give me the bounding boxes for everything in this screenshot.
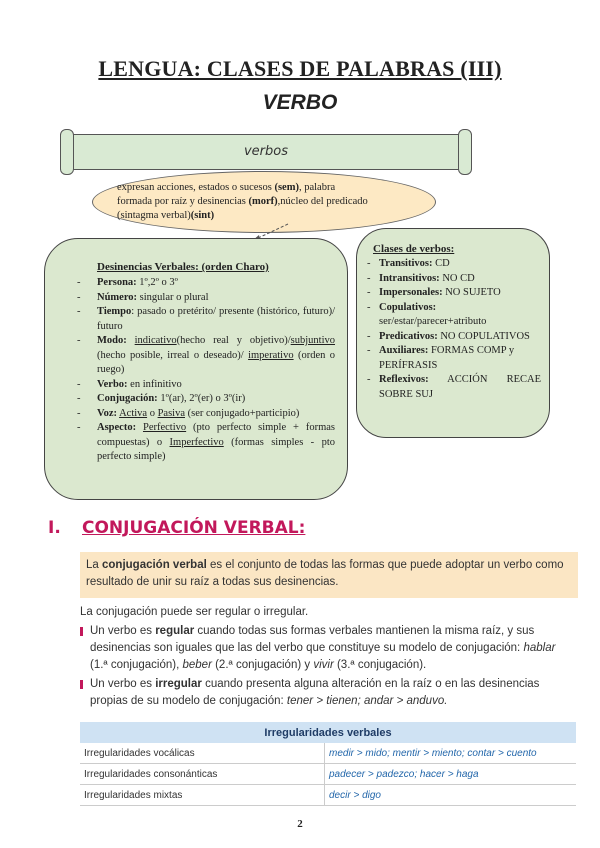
bullet-example: tener > tienen; andar > anduvo. [286,695,448,707]
item-key: Copulativos: [379,301,437,313]
table-cell-label: Irregularidades mixtas [80,785,325,806]
list-item: - Impersonales: NO SUJETO [367,287,501,298]
oval-text-part: formada por raíz y desinencias [117,196,249,207]
list-item: - Voz: Activa o Pasiva (ser conjugado+participio) [77,407,300,419]
bullet-term: regular [155,625,195,637]
definition-text [86,557,572,591]
item-value: o [147,407,158,419]
item-term: Activa [119,407,148,419]
item-value: : pasado o pretérito/ presente (histórico, futuro)/ futuro [97,306,335,332]
item-value: FORMAS COMP y PERÍFRASIS [379,345,515,371]
item-value: 1º(ar), 2º(er) o 3º(ir) [157,393,246,404]
oval-text-bold: (sint) [190,210,215,221]
bullet-regular [80,623,576,674]
item-term: indicativo [134,335,177,346]
list-item: - Reflexivos: ACCIÓN RECAE SOBRE SUJ [367,374,541,400]
list-item: - Copulativos: ser/estar/parecer+atributo [367,301,487,327]
list-item: - Auxiliares: FORMAS COMP y PERÍFRASIS [367,345,515,371]
bullet-part: (2.ª conjugación) y [211,659,314,671]
item-key: Auxiliares: [379,345,429,356]
list-item: - Número: singular o plural [77,291,209,303]
list-item: - Aspecto: Perfectivo (pto perfecto simple + formas compuestas) o Imperfectivo (formas simples - pto perfecto simple) [77,422,336,462]
item-value: NO SUJETO [442,287,501,298]
item-value: NO COPULATIVOS [437,330,530,342]
item-key: Persona: [97,277,137,288]
table-row [80,785,576,806]
bullet-part: cuando presenta alguna alteración en la raíz o en las desinencias propias de su modelo de conjugación: [90,678,540,707]
item-value: (hecho posible, irreal o deseado)/ [97,349,249,361]
item-key: Reflexivos: [379,374,429,385]
item-key: Voz: [97,407,118,419]
item-value: CD [432,258,450,269]
list-item: - Predicativos: NO COPULATIVOS [367,330,530,342]
bullet-example: beber [182,659,212,671]
oval-text-part: ,núcleo del predicado [277,196,368,207]
clases-heading: Clases de verbos: [373,243,455,255]
bullet-part: Un verbo es [90,678,156,690]
desinencias-box [44,238,348,500]
item-key: Aspecto: [97,422,137,433]
item-key: Intransitivos: [379,272,440,284]
definition-part: La [86,559,102,571]
definition-box [80,552,578,598]
section-number: I. [48,518,61,538]
item-value: (hecho real y objetivo)/ [176,335,291,346]
desinencias-heading: Desinencias Verbales: (orden Charo) [97,261,269,273]
oval-text [117,181,417,223]
table-cell-examples: medir > mido; mentir > miento; contar > cuento [325,743,577,764]
scroll-label: verbos [243,144,288,159]
item-value: ser/estar/parecer+atributo [379,316,487,327]
definition-part: es el conjunto de todas las formas que puede adoptar un verbo como resultado de unir su raíz a todas sus desinencias. [86,559,564,588]
clases-de-verbos-box [356,228,550,438]
verbos-scroll-banner [66,134,466,170]
section-heading [48,518,305,538]
oval-text-part: expresan acciones, estados o sucesos [117,182,275,193]
item-term: subjuntivo [290,335,335,346]
paragraph: La conjugación puede ser regular o irregular. [80,606,309,618]
item-key: Verbo: [97,378,128,390]
oval-text-part: (sintagma verbal) [117,210,191,221]
bullet-irregular [80,676,576,710]
bullet-part: (3.ª conjugación). [333,659,427,671]
table-cell-label: Irregularidades vocálicas [80,743,325,764]
irregularidades-table [80,722,576,806]
bullet-example: hablar [523,642,556,654]
table-cell-label: Irregularidades consonánticas [80,764,325,785]
list-item: - Tiempo: pasado o pretérito/ presente (histórico, futuro)/ futuro [77,306,335,332]
table-cell-examples: decir > digo [325,785,577,806]
oval-text-part: , palabra [298,182,336,193]
list-item: - Persona: 1º,2º o 3º [77,277,178,288]
table-row [80,764,576,785]
item-value: NO CD [439,272,475,284]
definition-term: conjugación verbal [102,559,207,571]
item-value: en infinitivo [127,378,182,390]
bullet-marker-icon [80,680,83,689]
item-value: (orden o ruego) [97,349,335,375]
list-item: - Intransitivos: NO CD [367,272,475,284]
item-value: 1º,2º o 3º [136,277,178,288]
item-term: Perfectivo [142,422,187,433]
item-term: Pasiva [157,407,185,419]
item-term: imperativo [248,349,294,361]
oval-text-bold: (morf) [248,196,278,207]
table-header: Irregularidades verbales [80,722,576,743]
list-item: - Transitivos: CD [367,258,450,269]
bullet-term: irregular [155,678,202,690]
item-value: ACCIÓN RECAE SOBRE SUJ [379,374,541,400]
bullet-part: (1.ª conjugación), [90,659,183,671]
list-item: - Modo: indicativo(hecho real y objetivo)/subjuntivo (hecho posible, irreal o deseado)/ imperativo (orden o ruego) [77,335,335,375]
page-subtitle: VERBO [262,91,338,114]
item-value: singular o plural [137,291,209,303]
oval-text-bold: (sem) [274,182,299,193]
item-key: Tiempo [97,306,132,317]
item-key: Predicativos: [379,330,438,342]
bullet-example: vivir [313,659,334,671]
page-title: LENGUA: CLASES DE PALABRAS (III) [98,56,502,81]
item-value: (ser conjugado+participio) [185,407,300,419]
item-value: (formas simples - pto perfecto simple) [97,436,335,462]
item-key: Modo: [97,335,127,346]
item-key: Impersonales: [379,287,443,298]
bullet-part: cuando todas sus formas verbales mantienen la misma raíz, y sus desinencias son iguales que las del verbo que constituye su modelo de conjugación: [90,625,535,654]
item-value: (pto perfecto simple + formas compuestas) o [97,422,336,448]
item-key: Número: [97,291,138,303]
item-key: Conjugación: [97,393,158,404]
bullet-marker-icon [80,627,83,636]
bullet-part: Un verbo es [90,625,156,637]
page-number: 2 [297,818,303,830]
list-item: - Conjugación: 1º(ar), 2º(er) o 3º(ir) [77,393,246,404]
item-key: Transitivos: [379,258,433,269]
item-term: Imperfectivo [169,436,224,448]
table-row [80,743,576,764]
table-cell-examples: padecer > padezco; hacer > haga [325,764,577,785]
section-heading-text: CONJUGACIÓN VERBAL: [82,518,306,538]
list-item: - Verbo: en infinitivo [77,378,182,390]
